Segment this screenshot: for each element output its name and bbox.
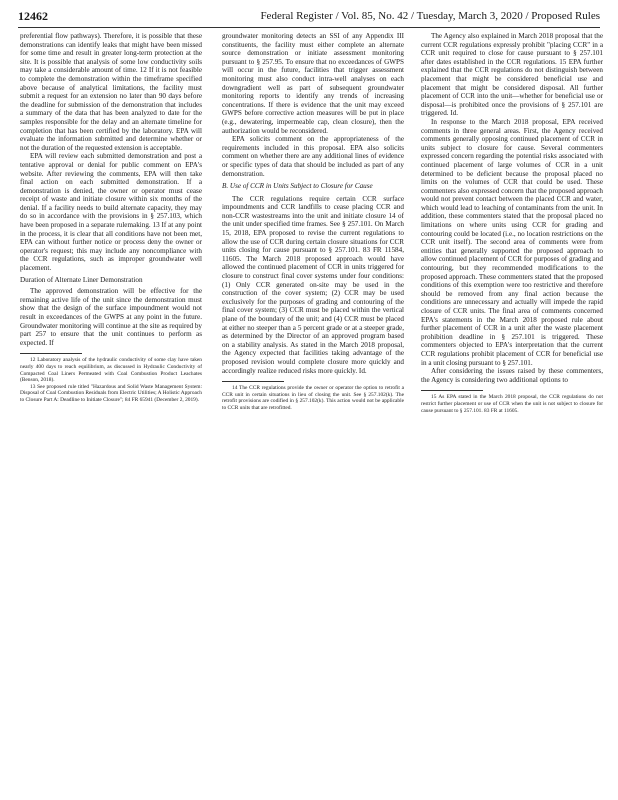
page-number: 12462 — [18, 8, 48, 23]
paragraph: EPA solicits comment on the appropriateness of the requirements included in this proposal. EPA also solicits comment on whether there are any additional lines of evidence or specific types of data that should be included as part of any demonstration. — [222, 135, 404, 178]
page-header — [18, 6, 600, 26]
paragraph: The Agency also explained in March 2018 proposal that the current CCR regulations expressly prohibit "placing CCR" in a CCR unit required to close for cause pursuant to § 257.101 after dates established in the CCR regulations. 15 EPA further explained that the CCR regulations do not distinguish between placement that might be considered beneficial use and placement that might be considered disposal. All further placement of CCR into the unit—whether for beneficial use or disposal—is prohibited once the provisions of § 257.101 are triggered. Id. — [421, 32, 603, 118]
footnote-rule — [222, 381, 284, 382]
footnote-rule — [421, 390, 483, 391]
paragraph: groundwater monitoring detects an SSI of any Appendix III constituents, the facility must either complete an alternate source demonstration or initiate assessment monitoring pursuant to § 257.95. To ensure that no exceedances of GWPS will occur in the future, facilities that trigger assessment monitoring must also conduct intra-well analyses on each downgradient well as part of subsequent groundwater monitoring reports to identify any trends of increasing concentrations. If there is evidence that the unit may exceed GWPS before corrective action measures will be put in place (e.g., dewatering, impermeable cap, clean closure), then the authorization would be reconsidered. — [222, 32, 404, 135]
column-left — [20, 32, 202, 772]
paragraph: preferential flow pathways). Therefore, it is possible that these demonstrations can identify leaks that might have been missed for some time and result in greater long-term protection at the site. It is possible that analysis of some low conductivity soils may take a considerable amount of time. 12 If it is not feasible to complete the demonstration within the timeframe specified above because of analytical limitations, the facility must submit a request for an extension no later than 90 days before the deadline for submission of the demonstration that includes a summary of the data that has been analyzed to date for the samples responsible for the delay and an alternate timeline for completion that has been certified by the laboratory. EPA will evaluate the information submitted and determine whether or not the duration of the requested extension is acceptable. — [20, 32, 202, 152]
footnote-15: 15 As EPA stated in the March 2018 proposal, the CCR regulations do not restrict further placement or use of CCR when the unit is not subject to closure for cause pursuant to § 257.101. 83 FR at 11605. — [421, 394, 603, 414]
column-right — [421, 32, 603, 772]
paragraph: In response to the March 2018 proposal, EPA received comments in three general areas. First, the Agency received comments generally opposing continued placement of CCR in units subject to closure for cause. Several commenters expressed concern regarding the potential risks associated with continued placement of large volumes of CCR in a unit determined to be deficient because the proposal placed no limits on the volumes of CCR that could be used. These commenters also expressed concern that the proposed approach would not prevent contact between the placed CCR and water, which would lead to leaching of contaminants from the unit. In addition, these commenters stated that the proposal placed no limitations on where units using CCR for grading and contouring could be located (i.e., no location restrictions on the CCR unit itself). The second area of comments were from entities that generally supported the proposed approach to allow continued placement of CCR for purposes of grading and contouring, but they recommended modifications to the proposed approach. These commenters stated that the proposed conditions of this exemption were too restrictive and therefore should be removed from any final action because the conditions are unnecessary and actually will impede the rapid closure of CCR units. The final area of comments concerned EPA's statements in the March 2018 proposed rule about further placement of CCR in a unit after the waste placement prohibition deadline in § 257.101 is triggered. These commenters objected to EPA's interpretation that the current CCR regulations prohibit placement of CCR for beneficial use in a unit closing pursuant to § 257.101. — [421, 117, 603, 367]
running-head: Federal Register / Vol. 85, No. 42 / Tuesday, March 3, 2020 / Proposed Rules — [260, 10, 600, 22]
footnote-12: 12 Laboratory analysis of the hydraulic conductivity of some clay have taken nearly 400 days to reach equilibrium, as discussed in Hydraulic Conductivity of Compacted Coal Liners Permeated with Coal Combustion Product Leachates (Benson, 2018). — [20, 357, 202, 384]
paragraph: After considering the issues raised by these commenters, the Agency is considering two additional options to — [421, 367, 603, 384]
paragraph: The approved demonstration will be effective for the remaining active life of the unit since the demonstration must show that the design of the surface impoundment would not result in exceedances of the GWPS at any point in the future. Groundwater monitoring will continue at the site as required by part 257 to ensure that the unit continues to perform as expected. If — [20, 287, 202, 347]
column-middle — [222, 32, 404, 757]
section-subheading: Duration of Alternate Liner Demonstration — [20, 275, 143, 284]
header-rule — [18, 27, 600, 28]
paragraph: The CCR regulations require certain CCR surface impoundments and CCR landfills to cease placing CCR and non-CCR wastestreams into the unit and initiate closure 14 of the unit under specified time frames. See § 257.101. On March 15, 2018, EPA proposed to revise the current regulations to allow the use of CCR during certain closure situations for CCR units closing for cause pursuant to § 257.101. 83 FR 11584, 11605. The March 2018 proposed approach would have allowed the continued placement of CCR in units triggered for closure to construct final cover systems under four conditions: (1) Only CCR generated on-site may be used in the construction of the cover system; (2) CCR may be used exclusively for the purposes of grading and contouring of the final cover system; (3) CCR must be placed within the vertical plane of the boundary of the unit; and (4) CCR must be placed at either no steeper than a 5 percent grade or at a steeper grade, as determined by the Director of an approved program based on a stability analysis. As stated in the March 2018 proposal, the Agency expected that facilities taking advantage of the proposed revision would complete closure more quickly and accordingly realize reduced risks more quickly. Id. — [222, 194, 404, 375]
footnote-14: 14 The CCR regulations provide the owner or operator the option to retrofit a CCR unit in certain situations in lieu of closing the unit. See § 257.102(k). The retrofit provisions are codified in § 257.102(k). This action would not be applicable to CCR units that are retrofitted. — [222, 385, 404, 411]
footnote-13: 13 See proposed rule titled "Hazardous and Solid Waste Management System: Disposal of Coal Combustion Residuals from Electric Utilities; A Holistic Approach to Closure Part A: Deadline to Initiate Closure"; 84 FR 65941 (December 2, 2019). — [20, 383, 202, 403]
footnote-rule — [20, 353, 82, 354]
section-subheading: B. Use of CCR in Units Subject to Closure for Cause — [222, 182, 373, 191]
paragraph: EPA will review each submitted demonstration and post a tentative approval or denial for public comment on EPA's website. After reviewing the comments, EPA will then take final action on each submitted demonstration. If a demonstration is denied, the owner or operator must cease receipt of waste and initiate closure within six months of the denial. If a facility needs to build alternate capacity, they may do so in accordance with the provisions in § 257.103, which have been proposed in a separate rulemaking. 13 If at any point in the process, it is clear that all conditions have not been met, EPA can without further notice or process deny the owner or operator's request; this may include any noncompliance with the CCR regulations, such as improper groundwater well placement. — [20, 152, 202, 273]
